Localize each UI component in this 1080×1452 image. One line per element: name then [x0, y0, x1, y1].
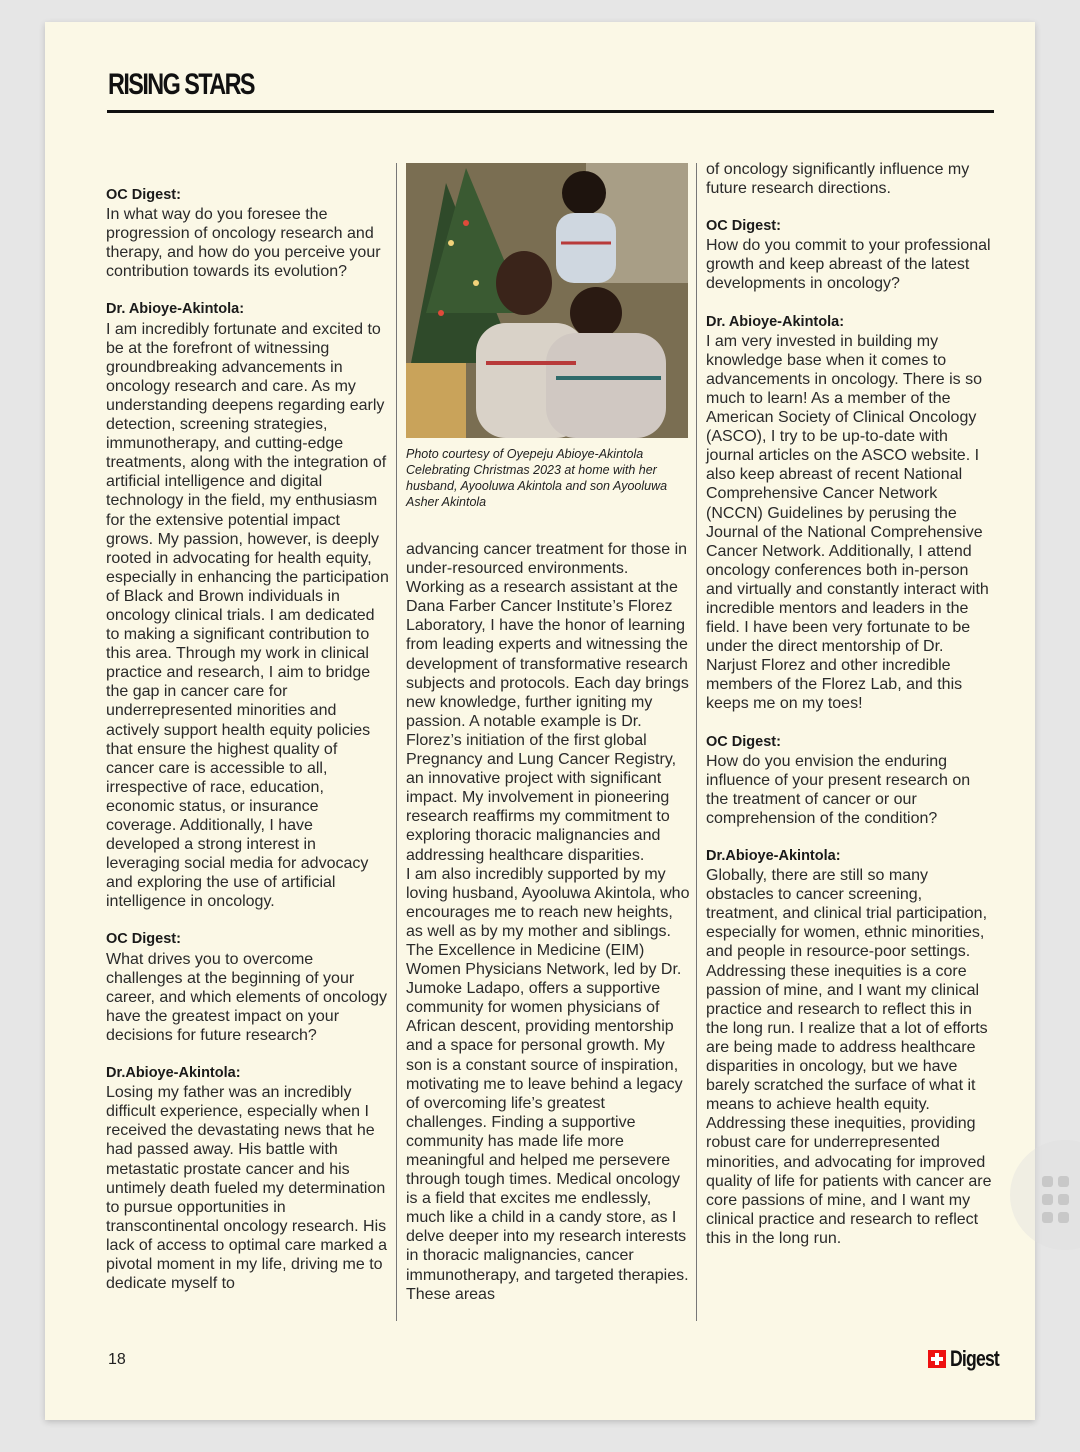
speaker-label: Dr. Abioye-Akintola:: [106, 301, 245, 318]
column-right: [706, 160, 992, 1248]
speaker-label: Dr. Abioye-Akintola:: [706, 313, 845, 330]
speaker-label: OC Digest:: [106, 931, 181, 948]
paragraph-text: of oncology significantly influence my future research directions.: [706, 161, 970, 198]
speaker-label: OC Digest:: [706, 733, 781, 750]
paragraph-gap: [106, 911, 389, 930]
paragraph-text: How do you envision the enduring influence of your present research on the treatment of cancer or our comprehension of the condition?: [706, 752, 971, 827]
paragraph-text: In what way do you foresee the progression of oncology research and therapy, and how do you perceive your contribution towards its evolution?: [106, 206, 381, 281]
paragraph-gap: [706, 294, 992, 313]
paragraph-gap: [706, 198, 992, 217]
brand-logo: [928, 1347, 1011, 1371]
family-christmas-photo: [406, 163, 688, 438]
paragraph-gap: [706, 828, 992, 847]
paragraph-gap: [106, 281, 389, 300]
paragraph-text: Losing my father was an incredibly difficult experience, especially when I received the devastating news that he had passed away. His battle with metastatic prostate cancer and his untimely death fueled my determination to pursue opportunities in transcontinental oncology research. His lack of access to optimal care marked a pivotal moment in my life, driving me to dedicate myself to: [106, 1084, 388, 1293]
speaker-label: OC Digest:: [706, 218, 781, 235]
column-left: [106, 186, 389, 1293]
section-title: RISING STARS: [108, 68, 254, 101]
brand-wordmark: Digest: [950, 1346, 999, 1371]
column-divider-left: [396, 163, 397, 1321]
column-divider-right: [696, 163, 697, 1321]
grid-dots-icon[interactable]: [1042, 1176, 1074, 1226]
photo-caption: Photo courtesy of Oyepeju Abioye-Akintola Celebrating Christmas 2023 at home with her husband, Ayooluwa Akintola and son Ayooluwa Asher Akintola: [406, 447, 668, 509]
paragraph-gap: [106, 1045, 389, 1064]
paragraph-text: I am incredibly fortunate and excited to be at the forefront of witnessing groundbreaking advancements in oncology research and care. As my understanding deepens regarding early detection, screening strategies, immunotherapy, and cutting-edge treatments, along with the integration of artificial intelligence and digital technology in the field, my enthusiasm for the extensive potential impact grows. My passion, however, is deeply rooted in advocating for health equity, especially in enhancing the participation of Black and Brown individuals in oncology clinical trials. I am dedicated to making a significant contribution to this area. Through my work in clinical practice and research, I aim to bridge the gap in cancer care for underrepresented minorities and actively support health equity policies that ensure the highest quality of cancer care is accessible to all, irrespective of race, education, economic status, or insurance coverage. Additionally, I have developed a strong interest in leveraging social media for advocacy and exploring the use of artificial intelligence in oncology.: [106, 320, 389, 911]
speaker-label: OC Digest:: [106, 187, 181, 203]
speaker-label: Dr.Abioye-Akintola:: [706, 848, 841, 864]
paragraph-text: What drives you to overcome challenges at the beginning of your career, and which elements of oncology have the greatest impact on your decisions for future research?: [106, 950, 388, 1044]
header-rule: [107, 110, 994, 113]
paragraph-text: advancing cancer treatment for those in under-resourced environments. Working as a research assistant at the Dana Farber Cancer Institute’s Florez Laboratory, I have the honor of learning from leading experts and witnessing the development of transformative research subjects and protocols. Each day brings new knowledge, further igniting my passion. A notable example is Dr. Florez’s initiation of the first global Pregnancy and Lung Cancer Registry, an innovative project with significant impact. My involvement in pioneering research reaffirms my commitment to exploring thoracic malignancies and addressing healthcare disparities.: [406, 541, 689, 864]
page-number: 18: [108, 1351, 126, 1368]
swiss-cross-icon: [928, 1350, 946, 1368]
speaker-label: Dr.Abioye-Akintola:: [106, 1065, 241, 1082]
photo-illustration: [406, 163, 688, 438]
paragraph-text: How do you commit to your professional growth and keep abreast of the latest developments in oncology?: [706, 237, 991, 293]
paragraph-text: I am very invested in building my knowledge base when it comes to advancements in oncology. There is so much to learn! As a member of the American Society of Clinical Oncology (ASCO), I try to be up-to-date with journal articles on the ASCO website. I also keep abreast of recent National Comprehensive Cancer Network (NCCN) Guidelines by perusing the Journal of the National Comprehensive Cancer Network. Additionally, I attend oncology conferences both in-person and virtually and constantly interact with incredible mentors and leaders in the field. I have been very fortunate to be under the direct mentorship of Dr. Narjust Florez and other incredible members of the Florez Lab, and this keeps me on my toes!: [706, 332, 989, 713]
magazine-page: [45, 22, 1035, 1420]
paragraph-text: I am also incredibly supported by my loving husband, Ayooluwa Akintola, who encourages me to reach new heights, as well as by my mother and siblings. The Excellence in Medicine (EIM) Women Physicians Network, led by Dr. Jumoke Ladapo, offers a supportive community for women physicians of African descent, providing mentorship and a space for personal growth. My son is a constant source of inspiration, motivating me to leave behind a legacy of overcoming life’s greatest challenges. Finding a supportive community has made life more meaningful and helped me persevere through tough times. Medical oncology is a field that excites me endlessly, much like a child in a candy store, as I delve deeper into my research interests in thoracic malignancies, cancer immunotherapy, and targeted therapies. These areas: [406, 865, 690, 1303]
paragraph-text: Globally, there are still so many obstacles to cancer screening, treatment, and clinical trial participation, especially for women, ethnic minorities, and people in resource-poor settings. Addressing these inequities is a core passion of mine, and I want my clinical practice and research to reflect this in the long run. I realize that a lot of efforts are being made to address healthcare disparities in oncology, but we have barely scratched the surface of what it means to achieve health equity. Addressing these inequities, providing robust care for underrepresented minorities, and advocating for improved quality of life for patients with cancer are core passions of mine, and I want my clinical practice and research to reflect this in the long run.: [706, 867, 992, 1247]
column-middle: [406, 540, 690, 1304]
paragraph-gap: [706, 714, 992, 733]
